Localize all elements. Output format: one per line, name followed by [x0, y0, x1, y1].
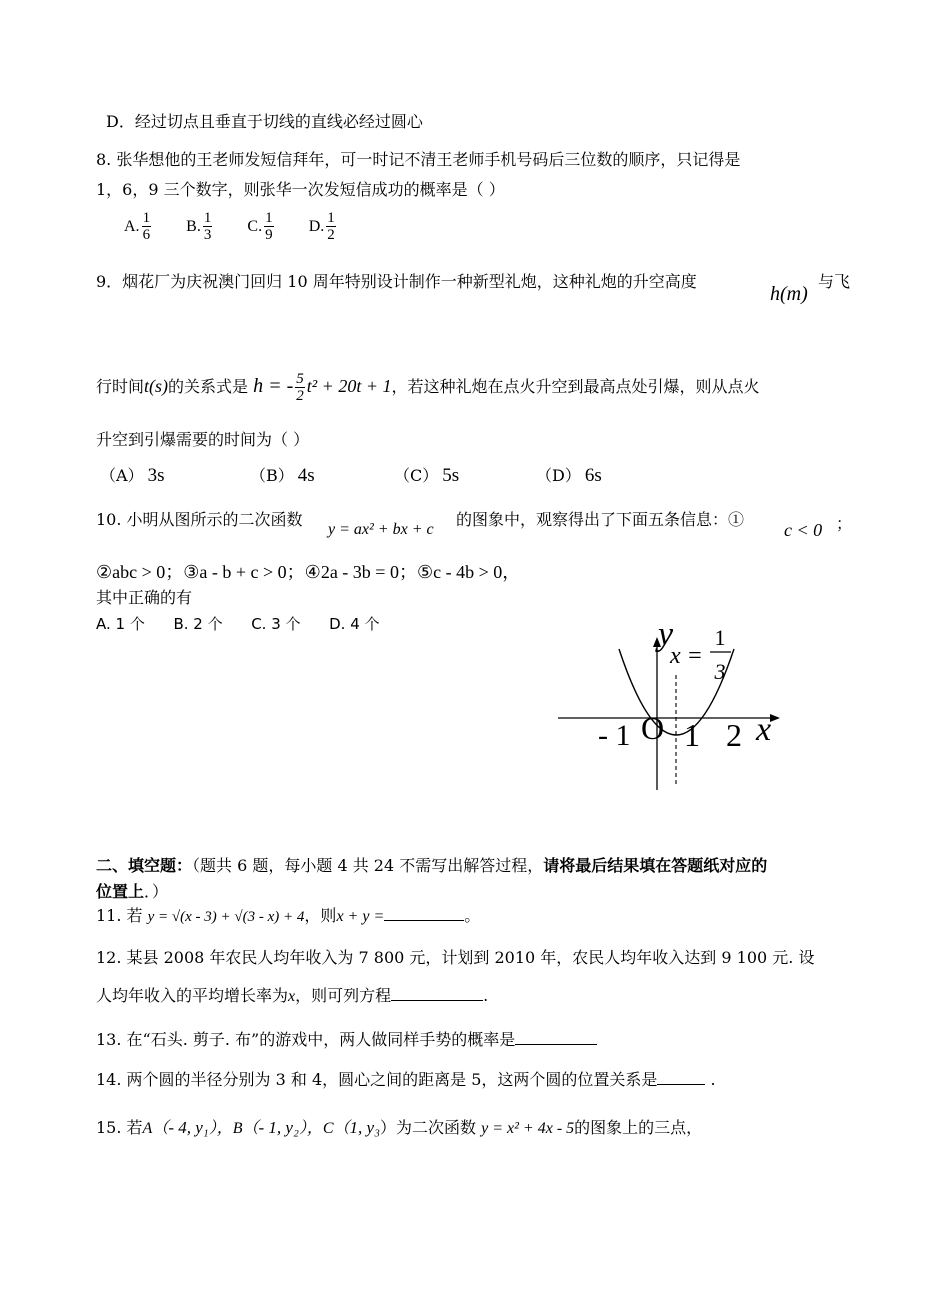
q10-options: A. 1 个 B. 2 个 C. 3 个 D. 4 个	[96, 615, 380, 633]
section2-heading	[96, 856, 767, 876]
q15-function: y = x² + 4x - 5	[481, 1120, 575, 1137]
q10-line-2: ②abc > 0；③a - b + c > 0；④2a - 3b = 0；⑤c - 4b > 0，	[96, 562, 521, 582]
section2-desc: （题共 6 题，每小题 4 共 24 不需写出解答过程，	[192, 856, 544, 875]
q9-option-c: （C） 5s	[394, 465, 460, 486]
section2-title: 二、填空题：	[96, 856, 193, 875]
q13: 13. 在“石头. 剪子. 布”的游戏中，两人做同样手势的概率是	[96, 1030, 597, 1050]
q11-expression: y = √(x - 3) + √(3 - x) + 4	[147, 909, 305, 925]
q9-line-1: 9．烟花厂为庆祝澳门回归 10 周年特别设计制作一种新型礼炮，这种礼炮的升空高度	[96, 272, 697, 291]
tick-label-2: 2	[726, 717, 742, 753]
q8-option-c: C. $\frac{1}{9}$	[247, 210, 273, 243]
q8-line-1: 8. 张华想他的王老师发短信拜年，可一时记不清王老师手机号码后三位数的顺序，只记得是	[96, 150, 741, 169]
q10-line-3: 其中正确的有	[96, 588, 193, 607]
q11: 11. 若 y = √(x - 3) + √(3 - x) + 4，则x + y = 。	[96, 906, 481, 925]
q9-line-3: 升空到引爆需要的时间为（ ）	[96, 430, 310, 449]
q12-line-1: 12. 某县 2008 年农民人均年收入为 7 800 元，计划到 2010 年，农民人均年收入达到 9 100 元. 设	[96, 948, 815, 967]
q13-blank	[515, 1044, 597, 1045]
q8-options	[124, 206, 338, 247]
q9-formula-rest: t² + 20t + 1	[306, 376, 392, 396]
q10-cond-1: c < 0	[784, 520, 823, 540]
q9-option-a: （A） 3s	[100, 465, 165, 486]
q7-option-d: D．经过切点且垂直于切线的直线必经过圆心	[106, 112, 423, 131]
q10-line-1c: ；	[836, 514, 853, 533]
q14-blank	[657, 1084, 705, 1085]
q14: 14. 两个圆的半径分别为 3 和 4，圆心之间的距离是 5，这两个圆的位置关系是 .	[96, 1070, 716, 1089]
q9-h-unit: h(m)	[770, 283, 808, 305]
q8-option-b: B. $\frac{1}{3}$	[186, 210, 212, 243]
x-label: x	[756, 711, 772, 748]
q10-function: y = ax² + bx + c	[328, 521, 434, 538]
q9-fraction: $\frac{5}{2}$	[296, 371, 304, 404]
q9-option-b: （B） 4s	[250, 465, 315, 486]
section2-bold: 请将最后结果填在答题纸对应的	[543, 856, 768, 875]
axis-frac-num: 1	[714, 625, 726, 650]
q10-line-1b: 的图象中，观察得出了下面五条信息：①	[456, 510, 745, 529]
q10-line-1a: 10. 小明从图所示的二次函数	[96, 510, 303, 529]
axis-equation: x =	[670, 643, 703, 669]
origin-label: O	[641, 710, 665, 746]
x-axis-arrow	[770, 714, 780, 722]
q8-line-2: 1，6，9 三个数字，则张华一次发短信成功的概率是（ ）	[96, 180, 505, 199]
q9-option-d: （D） 6s	[536, 465, 602, 486]
q8-option-d: D. $\frac{1}{2}$	[308, 210, 335, 243]
parabola-graph	[550, 615, 790, 795]
q12-blank	[391, 1000, 483, 1001]
q8-option-a: A. $\frac{1}{6}$	[124, 210, 151, 243]
q12-line-2: 人均年收入的平均增长率为x，则可列方程 .	[96, 986, 489, 1005]
q9-line-2: 行时间t(s)的关系式是 h = - $\frac{5}{2}$ t² + 20t + 1，若这种礼炮在点火升空到最高点处引爆，则从点火	[96, 371, 760, 404]
tick-label-1: 1	[684, 717, 700, 753]
q15: 15. 若A（- 4, y₁），B（- 1, y₂），C（1, y₃）为二次函数 y = x² + 4x - 5的图象上的三点，	[96, 1118, 703, 1137]
tick-label-neg1: - 1	[598, 719, 631, 752]
y-label: y	[658, 616, 674, 653]
section2-line-2: 位置上．）	[96, 882, 169, 901]
q9-line-1-end: 与飞	[818, 272, 851, 291]
q9-formula-h: h = -	[253, 375, 294, 397]
q11-blank	[384, 920, 464, 921]
axis-frac-den: 3	[714, 659, 726, 684]
q11-expression-2: x + y =	[336, 908, 385, 925]
